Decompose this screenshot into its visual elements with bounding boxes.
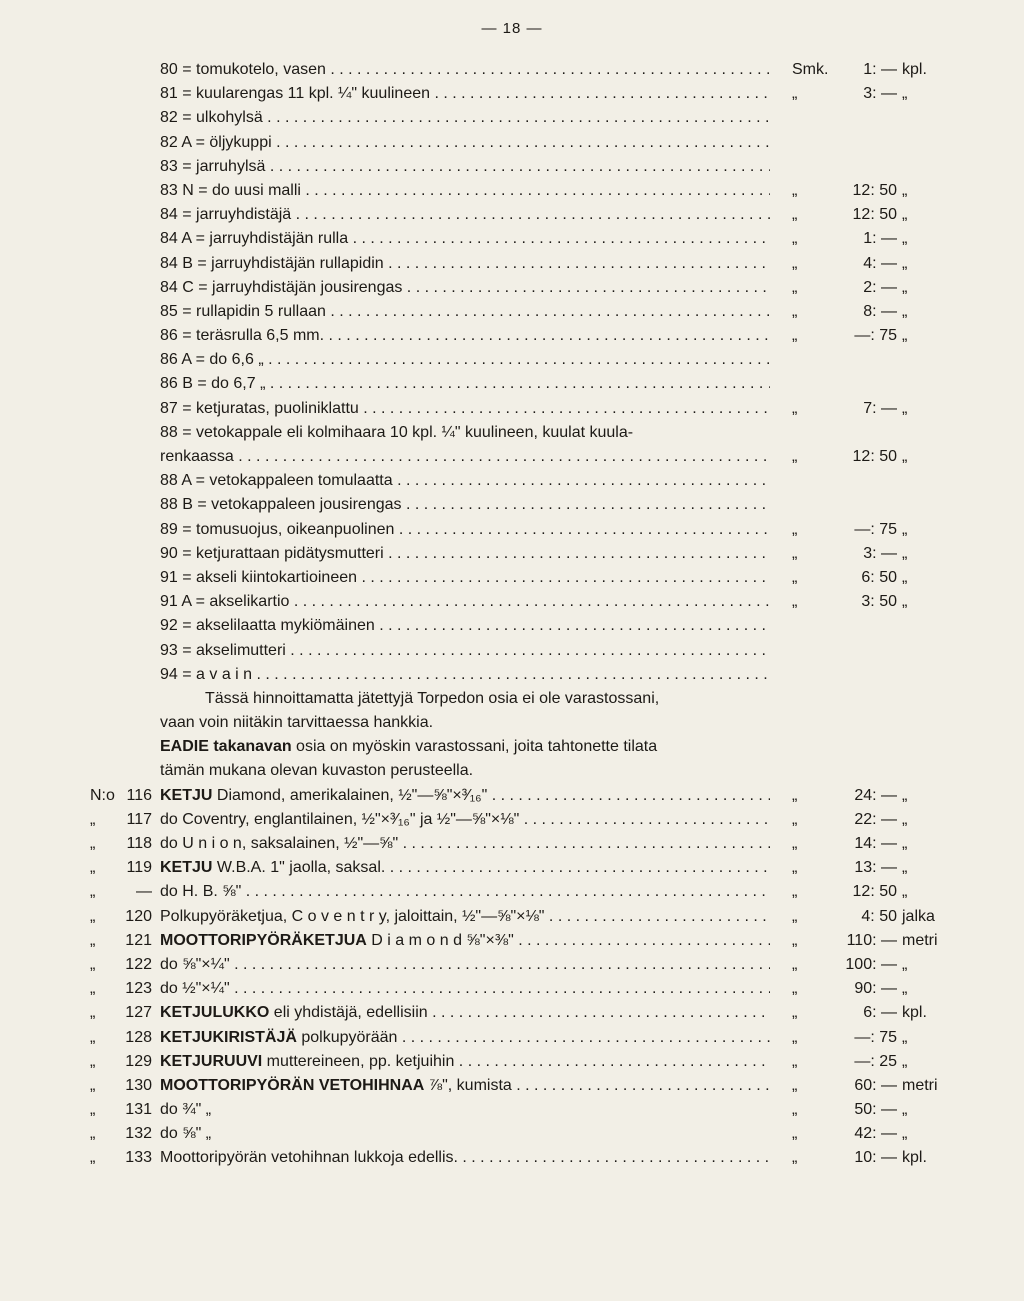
item-description: do H. B. ⅝" . . . [160, 880, 770, 904]
item-number: — [136, 883, 152, 901]
part-row [0, 131, 1024, 155]
item-description: 91 A = akselikartio . . . [160, 590, 770, 614]
item-unit: „ [902, 302, 908, 320]
note-text: EADIE takanavan osia on myöskin varastossani, joita tahtonette tilata [160, 738, 658, 756]
item-description: 86 B = do 6,7 „ . . . [160, 372, 770, 396]
item-prefix: „ [90, 1052, 96, 1070]
item-number: 127 [125, 1004, 152, 1022]
item-unit: „ [902, 230, 908, 248]
item-name-bold: KETJU [160, 786, 213, 804]
item-price: 50: — [854, 1101, 897, 1119]
item-price: 1: — [863, 61, 897, 78]
currency-or-ditto: „ [792, 786, 798, 804]
currency-or-ditto: „ [792, 448, 798, 465]
item-description: 92 = akselilaatta mykiömäinen . . . [160, 614, 770, 638]
page-number: — 18 — [481, 20, 543, 37]
item-description: KETJU W.B.A. 1" jaolla, saksal. . . . [160, 856, 770, 880]
currency-or-ditto: „ [792, 181, 798, 199]
item-description: KETJURUUVI muttereineen, pp. ketjuihin . . . [160, 1050, 770, 1074]
currency-or-ditto: „ [792, 1125, 798, 1143]
part-row [0, 252, 1024, 276]
item-description: 88 = vetokappale eli kolmihaara 10 kpl. ¼" kuulineen, kuulat kuula- [160, 423, 634, 441]
item-prefix: „ [90, 980, 96, 998]
item-description: KETJULUKKO eli yhdistäjä, edellisiin . . . [160, 1001, 770, 1025]
item-prefix: „ [90, 835, 96, 852]
currency-or-ditto: „ [792, 859, 798, 877]
item-unit: „ [902, 859, 908, 877]
currency-or-ditto: „ [792, 568, 798, 586]
catalog-item-row [0, 856, 1024, 880]
item-price: —: 25 [854, 1052, 897, 1070]
catalog-item-row [0, 880, 1024, 904]
currency-or-ditto: „ [792, 302, 798, 320]
item-number: 130 [125, 1076, 152, 1094]
part-row [0, 614, 1024, 638]
currency-or-ditto: „ [792, 980, 798, 998]
item-number: 119 [126, 859, 152, 877]
currency-or-ditto: „ [792, 1028, 798, 1046]
item-unit: kpl. [902, 61, 927, 78]
note-text: Tässä hinnoittamatta jätettyjä Torpedon osia ei ole varastossani, [205, 689, 660, 707]
catalog-item-row [0, 905, 1024, 929]
item-description: do ½"×¼" . . . [160, 977, 770, 1001]
item-price: —: 75 [854, 327, 897, 345]
catalog-item-row [0, 977, 1024, 1001]
part-row [0, 566, 1024, 590]
part-row [0, 276, 1024, 300]
item-description: 90 = ketjurattaan pidätysmutteri . . . [160, 542, 770, 566]
item-description: 81 = kuularengas 11 kpl. ¼" kuulineen . . . [160, 82, 770, 106]
item-description: do ⅝"×¼" . . . [160, 953, 770, 977]
part-row [0, 179, 1024, 203]
item-unit: „ [902, 278, 908, 296]
item-price: 8: — [863, 302, 897, 320]
part-row [0, 518, 1024, 542]
item-number: 132 [125, 1125, 152, 1143]
item-description: 87 = ketjuratas, puoliniklattu . . . [160, 397, 770, 421]
item-description: 84 B = jarruyhdistäjän rullapidin . . . [160, 252, 770, 276]
item-price: —: 75 [854, 1028, 897, 1046]
item-description: 93 = akselimutteri . . . [160, 639, 770, 663]
item-description: Polkupyöräketjua, C o v e n t r y, jaloittain, ½"—⅝"×⅛" . . . [160, 905, 770, 929]
item-description: Moottoripyörän vetohihnan lukkoja edellis. . . . [160, 1146, 770, 1170]
item-unit: „ [902, 85, 908, 103]
part-row [0, 348, 1024, 372]
part-row [0, 397, 1024, 421]
currency-or-ditto: „ [792, 835, 798, 852]
note-line [0, 711, 1024, 735]
item-description: 94 = a v a i n . . . [160, 663, 770, 687]
item-unit: „ [902, 1028, 908, 1046]
item-number: 133 [125, 1149, 152, 1167]
item-description: MOOTTORIPYÖRÄKETJUA D i a m o n d ⅝"×⅜" . . . [160, 929, 770, 953]
item-description: 82 A = öljykuppi . . . [160, 131, 770, 155]
item-price: 90: — [854, 980, 897, 998]
item-number: 131 [125, 1101, 152, 1119]
item-number: 118 [126, 835, 152, 852]
item-description: 85 = rullapidin 5 rullaan . . . [160, 300, 770, 324]
item-description: 86 A = do 6,6 „ . . . [160, 348, 770, 372]
item-unit: „ [902, 810, 908, 828]
item-unit: „ [902, 1125, 908, 1143]
item-price: 110: — [846, 931, 897, 949]
item-unit: „ [902, 1052, 908, 1070]
item-name-bold: MOOTTORIPYÖRÄN VETOHIHNAA [160, 1076, 425, 1094]
part-row [0, 493, 1024, 517]
item-unit: „ [902, 568, 908, 586]
currency-or-ditto: „ [792, 1052, 798, 1070]
item-name-bold: MOOTTORIPYÖRÄKETJUA [160, 931, 367, 949]
currency-or-ditto: „ [792, 955, 798, 973]
note-text: tämän mukana olevan kuvaston perusteella. [160, 762, 474, 780]
catalog-item-row [0, 953, 1024, 977]
item-price: —: 75 [854, 520, 897, 538]
currency-or-ditto: „ [792, 327, 798, 345]
currency-or-ditto: „ [792, 1149, 798, 1167]
item-unit: „ [902, 181, 908, 199]
currency-or-ditto: „ [792, 520, 798, 538]
item-unit: „ [902, 399, 908, 417]
item-unit: „ [902, 786, 908, 804]
item-number: 117 [126, 810, 152, 828]
item-price: 3: 50 [861, 593, 897, 611]
currency-or-ditto: „ [792, 230, 798, 248]
item-description: do Coventry, englantilainen, ½"×³⁄₁₆" ja ½"—⅝"×⅛" . . . [160, 808, 770, 832]
item-price: 4: — [863, 254, 897, 272]
item-price: 10: — [854, 1149, 897, 1167]
part-row [0, 300, 1024, 324]
item-price: 100: — [845, 955, 897, 973]
item-description: 91 = akseli kiintokartioineen . . . [160, 566, 770, 590]
item-price: 24: — [854, 786, 897, 804]
item-description: 84 = jarruyhdistäjä . . . [160, 203, 770, 227]
item-unit: metri [902, 931, 938, 949]
item-description: 89 = tomusuojus, oikeanpuolinen . . . [160, 518, 770, 542]
catalog-item-row [0, 808, 1024, 832]
item-prefix: „ [90, 1004, 96, 1022]
item-price: 1: — [863, 230, 897, 248]
note-bold-lead: EADIE takanavan [160, 738, 292, 756]
part-row [0, 324, 1024, 348]
item-description: KETJU Diamond, amerikalainen, ½"—⅝"×³⁄₁₆" . . . [160, 784, 770, 808]
price-list [0, 58, 1024, 1171]
catalog-item-row [0, 1001, 1024, 1025]
currency-or-ditto: „ [792, 1004, 798, 1022]
item-description: 84 A = jarruyhdistäjän rulla . . . [160, 227, 770, 251]
item-description: KETJUKIRISTÄJÄ polkupyörään . . . [160, 1026, 770, 1050]
item-unit: „ [902, 955, 908, 973]
item-description: 86 = teräsrulla 6,5 mm. . . . [160, 324, 770, 348]
item-price: 3: — [863, 544, 897, 562]
item-description: 83 N = do uusi malli . . . [160, 179, 770, 203]
item-number: 129 [125, 1052, 152, 1070]
currency-or-ditto: „ [792, 593, 798, 611]
item-prefix: „ [90, 1076, 96, 1094]
item-price: 12: 50 [852, 883, 897, 901]
catalog-item-row [0, 929, 1024, 953]
item-unit: „ [902, 980, 908, 998]
item-number: 116 [126, 786, 152, 804]
currency-or-ditto: „ [792, 883, 798, 901]
item-number: 120 [125, 907, 152, 925]
item-price: 22: — [854, 810, 897, 828]
item-unit: „ [902, 520, 908, 538]
item-prefix: „ [90, 1149, 96, 1167]
item-unit: „ [902, 883, 908, 901]
item-prefix: „ [90, 859, 96, 877]
item-description: 83 = jarruhylsä . . . [160, 155, 770, 179]
catalog-item-row [0, 832, 1024, 856]
currency-or-ditto: „ [792, 907, 798, 925]
catalog-item-row [0, 784, 1024, 808]
item-price: 12: 50 [852, 448, 897, 465]
item-prefix: „ [90, 1125, 96, 1143]
currency-or-ditto: „ [792, 254, 798, 272]
part-row [0, 58, 1024, 82]
item-unit: metri [902, 1076, 938, 1094]
item-price: 3: — [863, 85, 897, 103]
item-description: renkaassa . . . [160, 445, 770, 469]
currency-or-ditto: „ [792, 85, 798, 103]
item-unit: „ [902, 206, 908, 224]
item-unit: „ [902, 544, 908, 562]
part-row [0, 469, 1024, 493]
item-price: 6: — [863, 1004, 897, 1022]
item-number: 128 [125, 1028, 152, 1046]
part-row [0, 590, 1024, 614]
item-description: do ⅝" „ [160, 1125, 212, 1143]
item-name-bold: KETJU [160, 859, 213, 877]
part-row [0, 639, 1024, 663]
item-prefix: „ [90, 810, 96, 828]
item-description: MOOTTORIPYÖRÄN VETOHIHNAA ⅞", kumista . . . [160, 1074, 770, 1098]
item-price: 12: 50 [852, 181, 897, 199]
note-text: vaan voin niitäkin tarvittaessa hankkia. [160, 714, 434, 732]
item-unit: „ [902, 1101, 908, 1119]
note-line [0, 759, 1024, 783]
item-unit: kpl. [902, 1004, 927, 1022]
item-description: 82 = ulkohylsä . . . [160, 106, 770, 130]
item-prefix: „ [90, 907, 96, 925]
part-row [0, 445, 1024, 469]
item-number: 121 [125, 931, 152, 949]
part-row [0, 203, 1024, 227]
part-row [0, 663, 1024, 687]
item-price: 4: 50 [861, 907, 897, 925]
item-price: 14: — [854, 835, 897, 852]
item-unit: jalka [902, 907, 935, 925]
currency-or-ditto: Smk. [792, 61, 829, 78]
catalog-item-row [0, 1074, 1024, 1098]
part-row [0, 82, 1024, 106]
currency-or-ditto: „ [792, 931, 798, 949]
item-description: do U n i o n, saksalainen, ½"—⅝" . . . [160, 832, 770, 856]
item-prefix: N:o [90, 786, 115, 804]
item-description: 88 B = vetokappaleen jousirengas . . . [160, 493, 770, 517]
item-price: 13: — [854, 859, 897, 877]
part-row [0, 227, 1024, 251]
item-number: 123 [125, 980, 152, 998]
item-unit: „ [902, 254, 908, 272]
item-prefix: „ [90, 1028, 96, 1046]
item-prefix: „ [90, 1101, 96, 1119]
item-name-bold: KETJURUUVI [160, 1052, 263, 1070]
item-description: do ¾" „ [160, 1101, 212, 1119]
part-row [0, 372, 1024, 396]
item-number: 122 [125, 955, 152, 973]
item-name-bold: KETJUKIRISTÄJÄ [160, 1028, 297, 1046]
catalog-item-row [0, 1146, 1024, 1170]
item-price: 60: — [854, 1076, 897, 1094]
item-prefix: „ [90, 931, 96, 949]
item-description: 80 = tomukotelo, vasen . . . [160, 58, 770, 82]
part-row [0, 421, 1024, 445]
item-price: 6: 50 [861, 568, 897, 586]
item-description: 88 A = vetokappaleen tomulaatta . . . [160, 469, 770, 493]
item-description: 84 C = jarruyhdistäjän jousirengas . . . [160, 276, 770, 300]
item-price: 2: — [863, 278, 897, 296]
item-unit: „ [902, 593, 908, 611]
part-row [0, 106, 1024, 130]
currency-or-ditto: „ [792, 544, 798, 562]
currency-or-ditto: „ [792, 1101, 798, 1119]
item-unit: „ [902, 835, 908, 852]
currency-or-ditto: „ [792, 810, 798, 828]
item-name-bold: KETJULUKKO [160, 1004, 270, 1022]
currency-or-ditto: „ [792, 399, 798, 417]
currency-or-ditto: „ [792, 278, 798, 296]
item-prefix: „ [90, 883, 96, 901]
item-unit: kpl. [902, 1149, 927, 1167]
item-unit: „ [902, 327, 908, 345]
item-price: 7: — [863, 399, 897, 417]
part-row [0, 542, 1024, 566]
item-price: 42: — [854, 1125, 897, 1143]
currency-or-ditto: „ [792, 206, 798, 224]
part-row [0, 155, 1024, 179]
catalog-item-row [0, 1026, 1024, 1050]
currency-or-ditto: „ [792, 1076, 798, 1094]
item-prefix: „ [90, 955, 96, 973]
catalog-item-row [0, 1050, 1024, 1074]
item-unit: „ [902, 448, 908, 465]
item-price: 12: 50 [852, 206, 897, 224]
note-line [0, 687, 1024, 711]
catalog-item-row [0, 1098, 1024, 1122]
catalog-item-row [0, 1122, 1024, 1146]
note-line [0, 735, 1024, 759]
